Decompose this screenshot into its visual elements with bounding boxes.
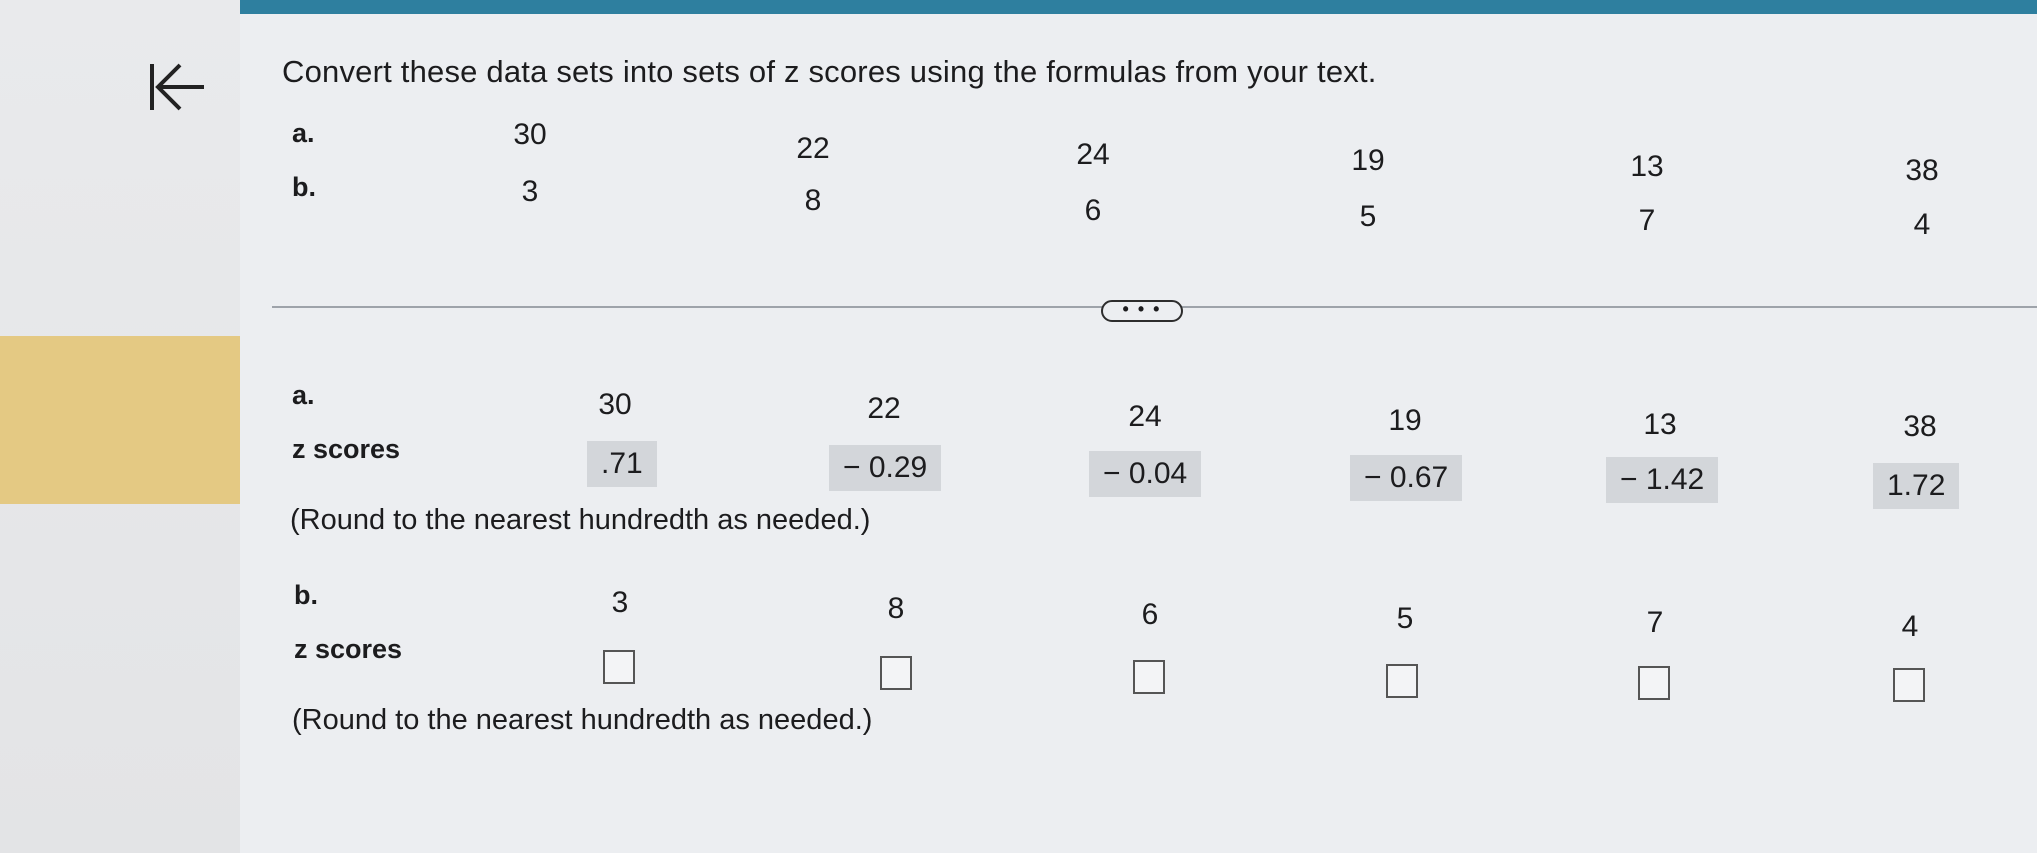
set-a-value: 30	[513, 118, 547, 151]
z-score-input[interactable]	[1638, 666, 1670, 700]
answer-a-value: 24	[1128, 400, 1162, 433]
answer-a-value: 30	[598, 388, 632, 421]
rounding-note-a: (Round to the nearest hundredth as needed.)	[290, 504, 871, 536]
z-score-input[interactable]	[1893, 668, 1925, 702]
z-score-answer[interactable]: − 0.29	[829, 445, 941, 491]
z-score-answer[interactable]: − 0.04	[1089, 451, 1201, 497]
z-score-answer[interactable]: − 0.67	[1350, 455, 1462, 501]
rounding-note-b: (Round to the nearest hundredth as needed.)	[292, 704, 873, 736]
answer-b-zscores-label: z scores	[294, 634, 403, 664]
set-b-value: 5	[1359, 200, 1377, 233]
answer-a-value: 19	[1388, 404, 1422, 437]
set-b-value: 3	[521, 175, 539, 208]
z-score-answer[interactable]: .71	[587, 441, 657, 487]
set-b-label: b.	[292, 172, 316, 202]
collapse-left-icon[interactable]	[140, 52, 210, 122]
more-button[interactable]: • • •	[1101, 300, 1183, 322]
set-a-value: 13	[1630, 150, 1664, 183]
answer-a-label: a.	[292, 380, 315, 410]
set-a-label: a.	[292, 118, 315, 148]
z-score-input[interactable]	[603, 650, 635, 684]
answer-b-value: 5	[1396, 602, 1414, 635]
set-b-value: 4	[1913, 208, 1931, 241]
z-score-input[interactable]	[880, 656, 912, 690]
answer-a-value: 38	[1903, 410, 1937, 443]
answer-a-value: 22	[867, 392, 901, 425]
set-a-value: 22	[796, 132, 830, 165]
answer-b-value: 4	[1901, 610, 1919, 643]
set-a-value: 38	[1905, 154, 1939, 187]
answer-a-value: 13	[1643, 408, 1677, 441]
set-a-value: 19	[1351, 144, 1385, 177]
set-b-value: 8	[804, 184, 822, 217]
top-bar	[240, 0, 2037, 14]
set-b-value: 7	[1638, 204, 1656, 237]
question-text: Convert these data sets into sets of z scores using the formulas from your text.	[282, 54, 1377, 89]
answer-b-value: 7	[1646, 606, 1664, 639]
set-b-value: 6	[1084, 194, 1102, 227]
z-score-input[interactable]	[1386, 664, 1418, 698]
set-a-value: 24	[1076, 138, 1110, 171]
answer-b-value: 8	[887, 592, 905, 625]
answer-a-zscores-label: z scores	[292, 434, 401, 464]
answer-b-value: 3	[611, 586, 629, 619]
answer-b-label: b.	[294, 580, 318, 610]
current-question-highlight	[0, 336, 240, 504]
z-score-answer[interactable]: 1.72	[1873, 463, 1959, 509]
z-score-input[interactable]	[1133, 660, 1165, 694]
answer-b-value: 6	[1141, 598, 1159, 631]
z-score-answer[interactable]: − 1.42	[1606, 457, 1718, 503]
